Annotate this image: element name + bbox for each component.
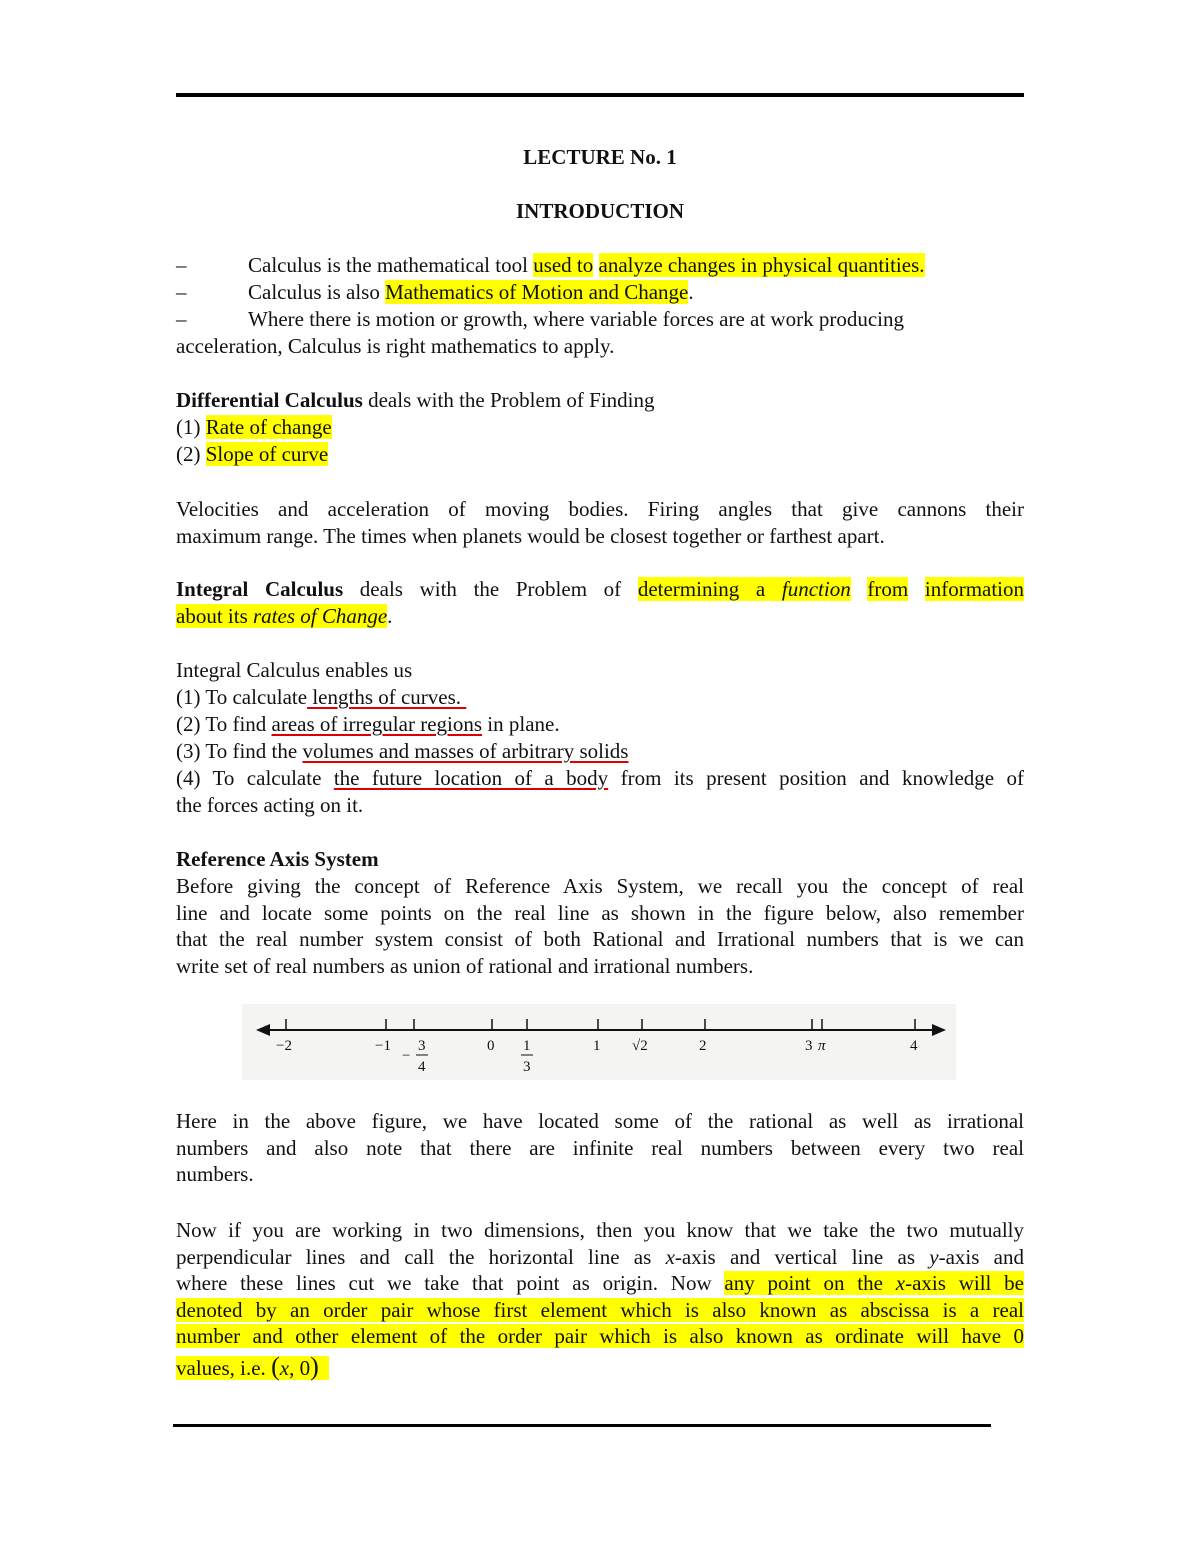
section-title: INTRODUCTION xyxy=(515,199,685,223)
underline-areas: areas of irregular regions xyxy=(271,712,483,736)
two-dimensions-paragraph: Now if you are working in two dimensions, then you know that we take the two mutually perpendicular lines and call the horizontal line as x-axis and vertical line as y-axis and where these lines cut we take that point as origin. Now any point on the x-axis will be denoted by an order pair whose first element which is also known as abscissa is a real number and other element of the order pair which is also known as ordinate will have 0 values, i.e. (x, 0) xyxy=(176,1218,1025,1381)
dash-3: – xyxy=(176,307,187,331)
left-arrow-icon xyxy=(256,1024,270,1036)
highlight-analyze-changes: analyze changes in physical quantities. xyxy=(598,253,925,277)
bottom-rule xyxy=(173,1424,991,1427)
number-line-figure xyxy=(242,1004,956,1080)
intro-bullet-1: – Calculus is the mathematical tool used to analyze changes in physical quantities. xyxy=(176,253,925,277)
figure-note-paragraph: Here in the above figure, we have located some of the rational as well as irrational numbers and also note that there are infinite real numbers between every two real numbers. xyxy=(176,1109,1024,1186)
differential-item-2: (2) Slope of curve xyxy=(176,442,329,466)
label-three-num: 3 xyxy=(418,1038,426,1054)
enables-item-3: (3) To find the volumes and masses of arbitrary solids xyxy=(176,739,629,763)
velocities-paragraph: Velocities and acceleration of moving bodies. Firing angles that give cannons their maximum range. The times when planets would be closest together or farthest apart. xyxy=(176,497,1024,548)
differential-item-1: (1) Rate of change xyxy=(176,415,332,439)
top-rule xyxy=(176,93,1024,97)
label-four-den: 4 xyxy=(418,1059,426,1075)
enables-item-1: (1) To calculate lengths of curves. xyxy=(176,685,467,709)
label-0: 0 xyxy=(487,1038,495,1054)
highlight-slope-of-curve: Slope of curve xyxy=(205,442,329,466)
enables-intro: Integral Calculus enables us xyxy=(176,658,413,682)
reference-heading: Reference Axis System xyxy=(176,847,379,871)
intro-bullet-2: – Calculus is also Mathematics of Motion and Change. xyxy=(176,280,694,304)
highlight-motion-change: Mathematics of Motion and Change xyxy=(385,280,689,304)
label-neg-sign: − xyxy=(402,1048,411,1064)
highlight-information: information xyxy=(924,577,1025,601)
highlight-rates-of-change: about its rates of Change xyxy=(176,603,388,628)
intro-bullet-3: – Where there is motion or growth, where variable forces are at work producing xyxy=(176,307,904,331)
right-arrow-icon xyxy=(932,1024,946,1036)
label-3: 3 xyxy=(805,1038,813,1054)
integral-paragraph: Integral Calculus deals with the Problem of determining a function from information about its rates of Change. xyxy=(176,577,1025,628)
underline-volumes: volumes and masses of arbitrary solids xyxy=(302,739,629,763)
label-neg1: −1 xyxy=(375,1038,391,1054)
highlight-any-point: any point on the x-axis will be xyxy=(724,1271,1025,1295)
label-2: 2 xyxy=(699,1038,707,1054)
label-4: 4 xyxy=(910,1038,918,1054)
label-sqrt2: √2 xyxy=(632,1038,648,1054)
reference-paragraph: Before giving the concept of Reference Axis System, we recall you the concept of real line and locate some points on the real line as shown in the figure below, also remember that the real number system consist of both Rational and Irrational numbers that is we can write set of real numbers as union of rational and irrational numbers. xyxy=(176,874,1024,978)
label-1: 1 xyxy=(593,1038,601,1054)
differential-heading: Differential Calculus deals with the Problem of Finding xyxy=(176,388,655,412)
highlight-rate-of-change: Rate of change xyxy=(205,415,332,439)
enables-item-2: (2) To find areas of irregular regions in plane. xyxy=(176,712,560,736)
highlight-order-pair: denoted by an order pair whose first element which is also known as abscissa is a real xyxy=(176,1297,1024,1322)
highlight-from: from xyxy=(867,577,909,601)
highlight-values-ie: values, i.e. (x, 0) xyxy=(176,1356,329,1380)
underline-future-location: the future location of a body xyxy=(333,766,609,790)
intro-bullet-3-cont: acceleration, Calculus is right mathematics to apply. xyxy=(176,334,615,358)
label-one-num: 1 xyxy=(523,1038,531,1054)
differential-bold: Differential Calculus xyxy=(176,388,363,412)
label-pi: π xyxy=(818,1038,826,1054)
dash-1: – xyxy=(176,253,187,277)
highlight-determining: determining a function xyxy=(637,577,851,601)
integral-bold: Integral Calculus xyxy=(176,577,344,601)
underline-lengths-of-curves: lengths of curves. xyxy=(307,685,467,709)
highlight-ordinate: number and other element of the order pair which is also known as ordinate will have 0 xyxy=(176,1324,1024,1348)
highlight-used-to: used to xyxy=(533,253,594,277)
enables-item-4: (4) To calculate the future location of a body from its present position and knowledge of the forces acting on it. xyxy=(176,766,1025,817)
label-three-den: 3 xyxy=(523,1059,531,1075)
label-neg2: −2 xyxy=(276,1038,292,1054)
lecture-title: LECTURE No. 1 xyxy=(523,145,677,169)
dash-2: – xyxy=(176,280,187,304)
